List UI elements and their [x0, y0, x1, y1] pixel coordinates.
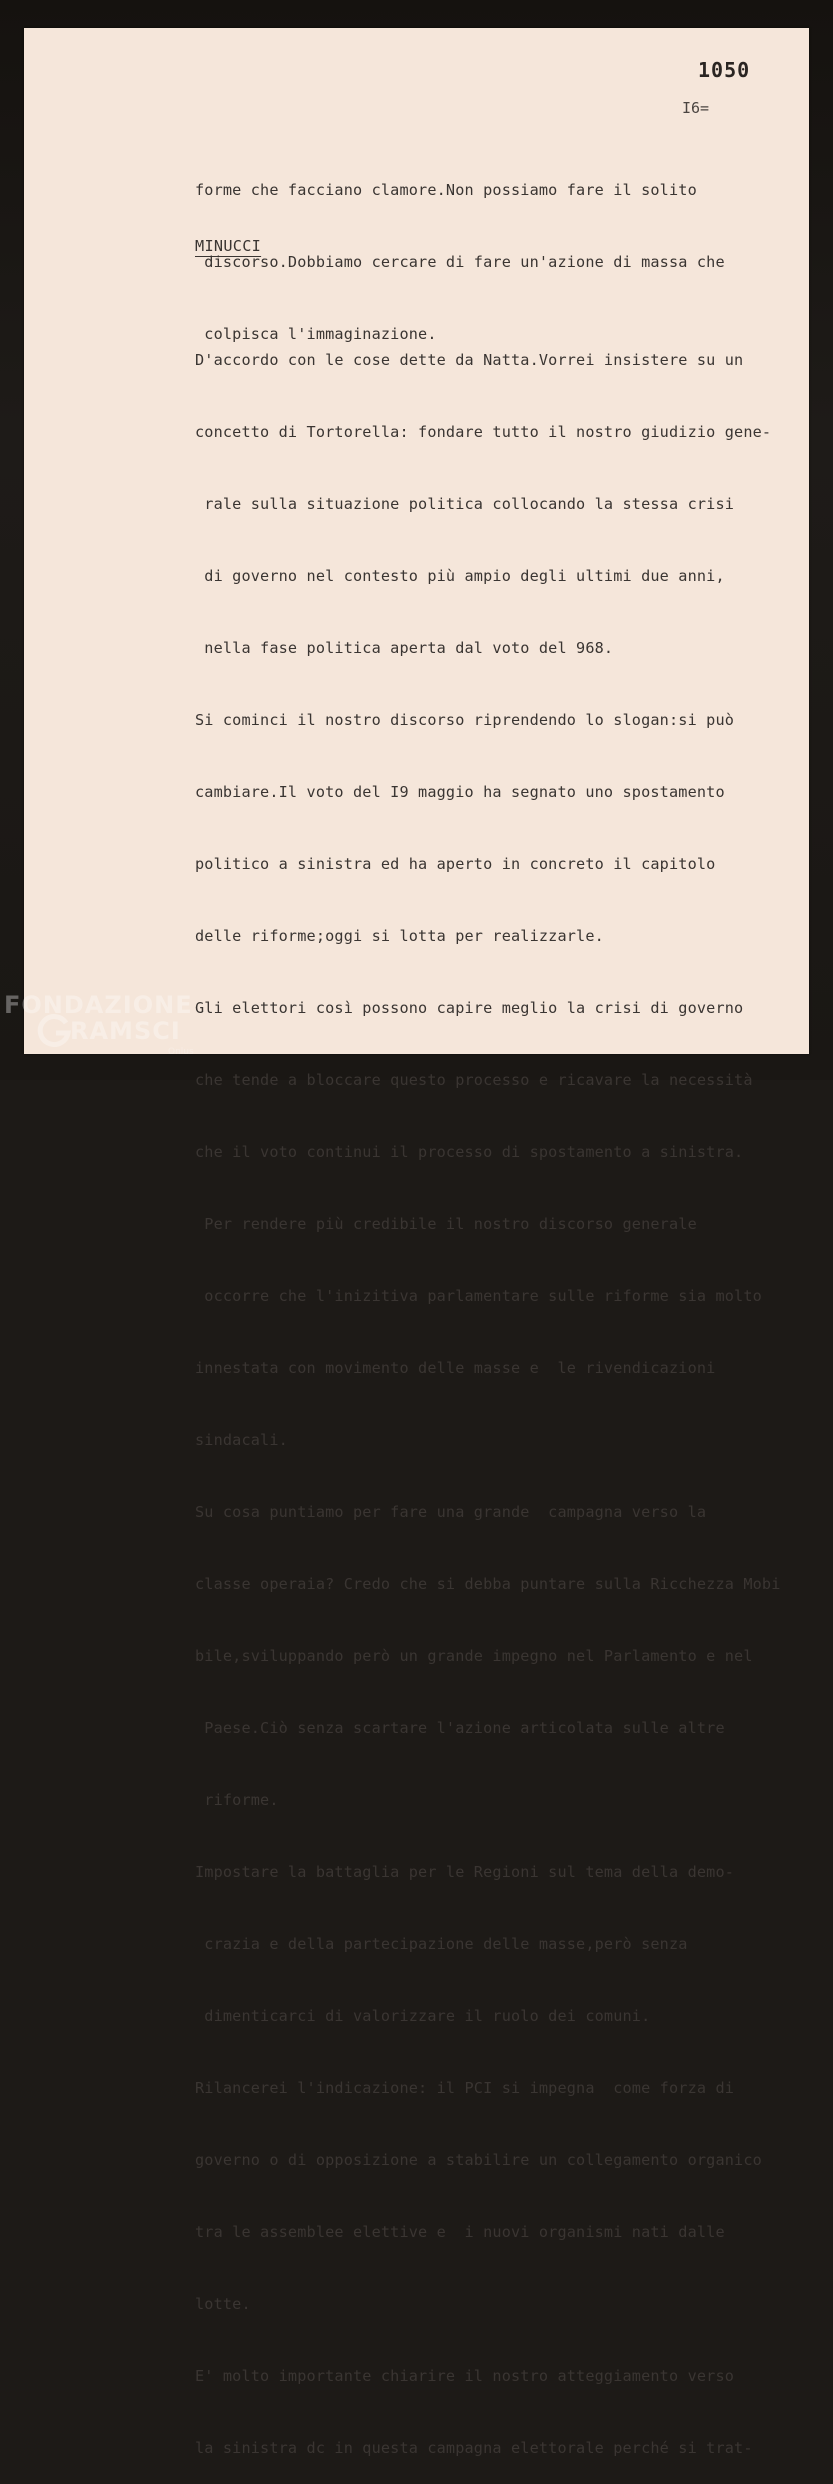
text-line: discorso.Dobbiamo cercare di fare un'azione di massa che [195, 253, 725, 271]
text-line: Si cominci il nostro discorso riprendendo lo slogan:si può [195, 711, 735, 729]
text-line: cambiare.Il voto del I9 maggio ha segnato uno spostamento [195, 783, 725, 801]
text-line: la sinistra dc in questa campagna elettorale perché si trat- [195, 2439, 753, 2457]
text-line: innestata con movimento delle masse e le rivendicazioni [195, 1359, 716, 1377]
text-line: sindacali. [195, 1431, 288, 1449]
text-line: delle riforme;oggi si lotta per realizzarle. [195, 927, 604, 945]
text-line: riforme. [195, 1791, 279, 1809]
paragraph-2 [195, 300, 781, 2484]
text-line: D'accordo con le cose dette da Natta.Vorrei insistere su un [195, 351, 744, 369]
text-line: lotte. [195, 2295, 251, 2313]
text-line: Paese.Ciò senza scartare l'azione articolata sulle altre [195, 1719, 725, 1737]
page-number: 1050 [698, 58, 751, 82]
sheet-number: I6= [682, 99, 710, 117]
text-line: tra le assemblee elettive e i nuovi organismi nati dalle [195, 2223, 725, 2241]
text-line: classe operaia? Credo che si debba puntare sulla Ricchezza Mobi [195, 1575, 781, 1593]
text-line: dimenticarci di valorizzare il ruolo dei comuni. [195, 2007, 651, 2025]
text-line: che tende a bloccare questo processo e ricavare la necessità [195, 1071, 753, 1089]
watermark-line-2: RAMSCI [70, 1017, 181, 1045]
gramsci-g-icon [36, 1013, 72, 1049]
text-line: colpisca l'immaginazione. [195, 325, 437, 343]
watermark-subtitle: Onlus [168, 1047, 194, 1057]
text-line: di governo nel contesto più ampio degli ultimi due anni, [195, 567, 725, 585]
text-line: concetto di Tortorella: fondare tutto il nostro giudizio gene- [195, 423, 772, 441]
text-line: Su cosa puntiamo per fare una grande campagna verso la [195, 1503, 707, 1521]
text-line: forme che facciano clamore.Non possiamo fare il solito [195, 181, 697, 199]
text-line: Gli elettori così possono capire meglio la crisi di governo [195, 999, 744, 1017]
text-line: che il voto continui il processo di spostamento a sinistra. [195, 1143, 744, 1161]
text-line: politico a sinistra ed ha aperto in concreto il capitolo [195, 855, 716, 873]
text-line: bile,sviluppando però un grande impegno nel Parlamento e nel [195, 1647, 753, 1665]
text-line: governo o di opposizione a stabilire un collegamento organico [195, 2151, 762, 2169]
speaker-heading: MINUCCI [195, 237, 262, 255]
text-line: E' molto importante chiarire il nostro atteggiamento verso [195, 2367, 735, 2385]
watermark-line-1: FONDAZIONE [4, 991, 193, 1019]
text-line: crazia e della partecipazione delle masse,però senza [195, 1935, 688, 1953]
fondazione-gramsci-watermark [0, 985, 220, 1065]
text-line: Impostare la battaglia per le Regioni sul tema della demo- [195, 1863, 735, 1881]
text-line: rale sulla situazione politica collocando la stessa crisi [195, 495, 735, 513]
text-line: nella fase politica aperta dal voto del 968. [195, 639, 614, 657]
text-line: Per rendere più credibile il nostro discorso generale [195, 1215, 697, 1233]
text-line: Rilancerei l'indicazione: il PCI si impegna come forza di [195, 2079, 735, 2097]
text-line: occorre che l'inizitiva parlamentare sulle riforme sia molto [195, 1287, 762, 1305]
